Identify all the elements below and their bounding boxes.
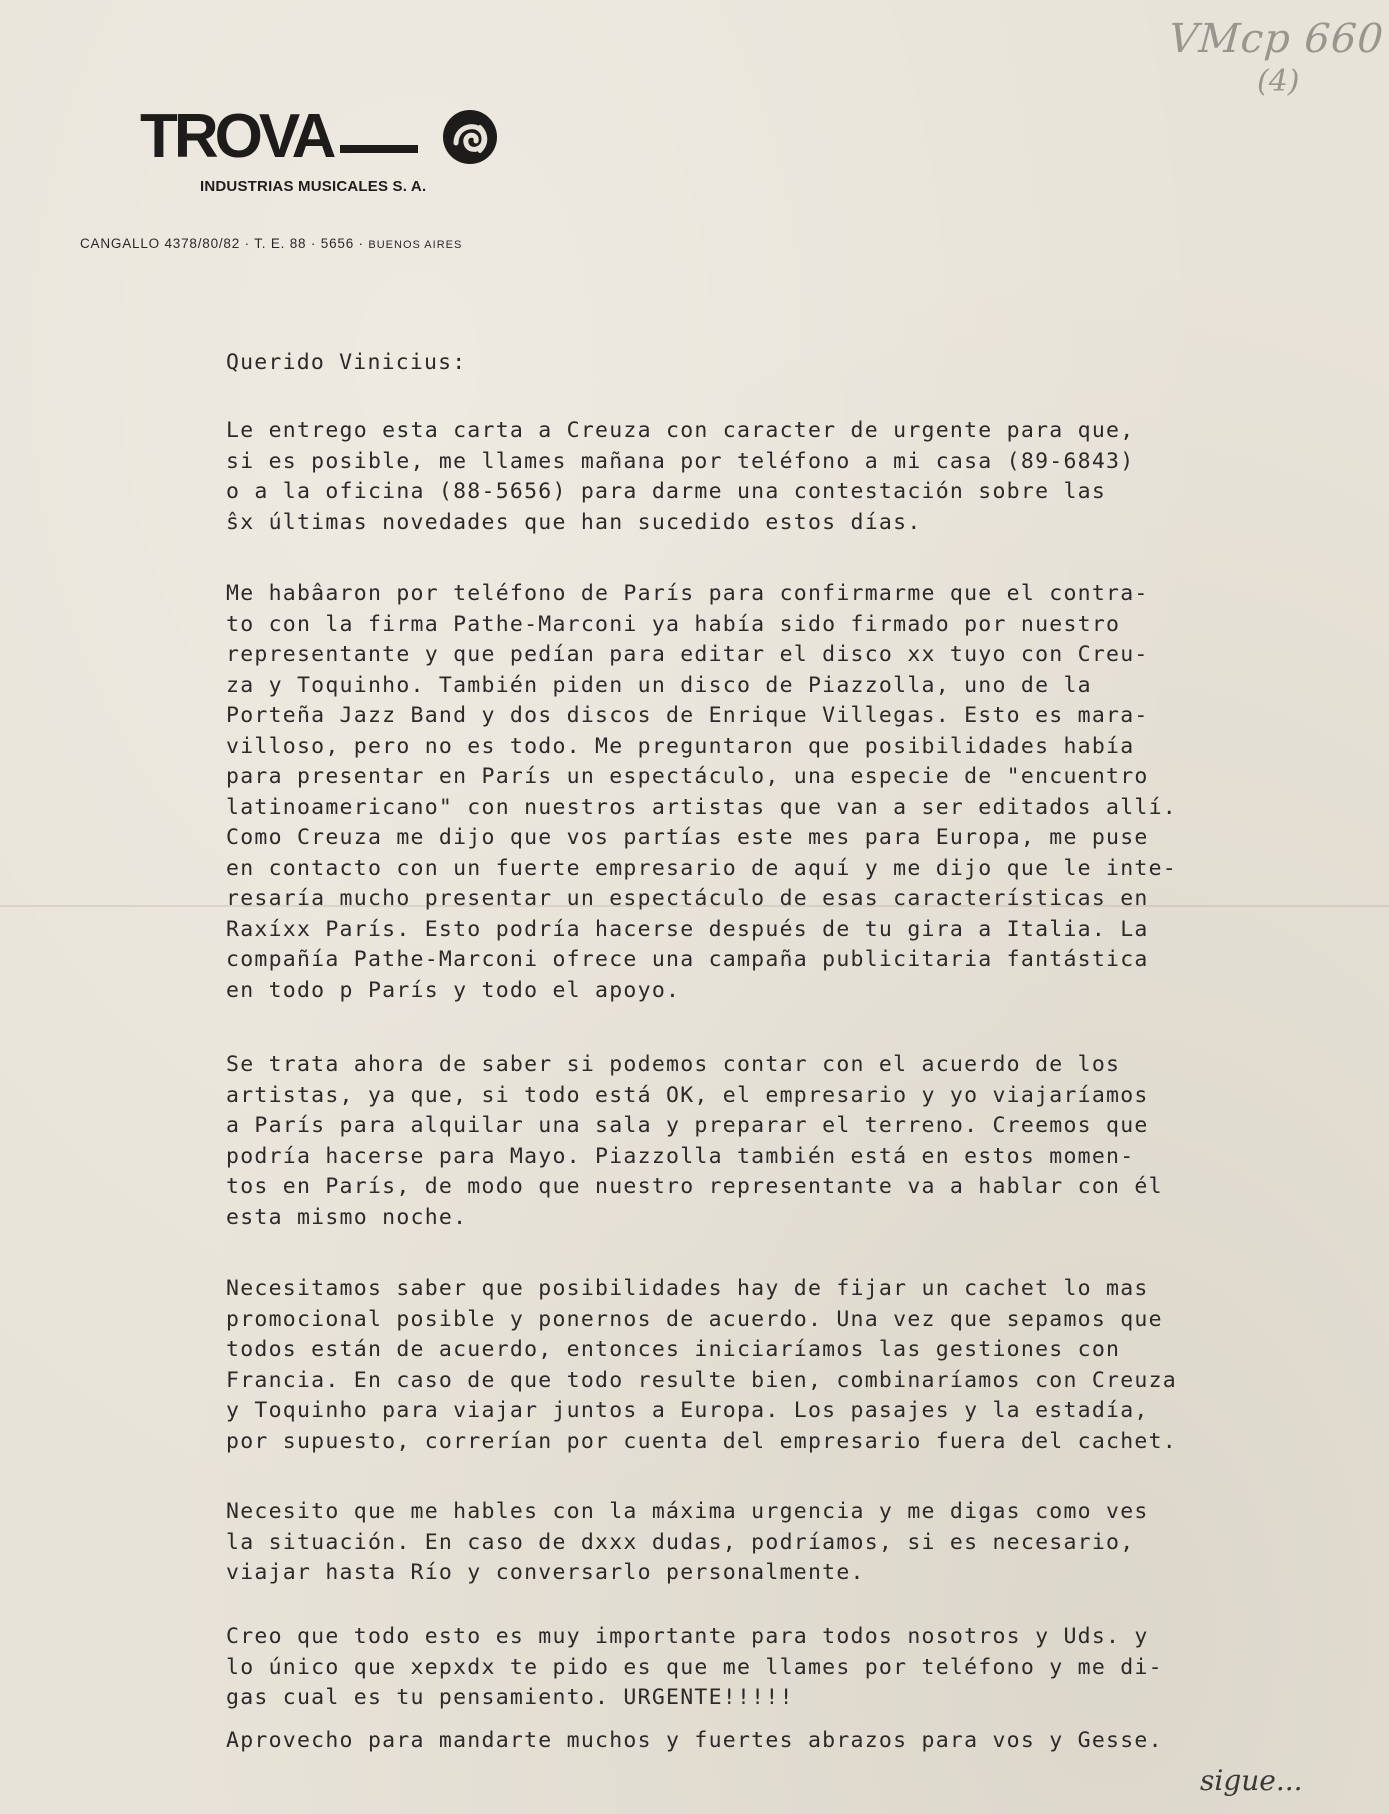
text-line: Aprovecho para mandarte muchos y fuertes abrazos para vos y Gesse. bbox=[226, 1728, 1163, 1753]
text-line: todos están de acuerdo, entonces iniciaríamos las gestiones con bbox=[226, 1337, 1121, 1362]
logo-wordmark: TROVA bbox=[140, 105, 333, 171]
paragraph-2 bbox=[226, 579, 1177, 1006]
text-line: artistas, ya que, si todo está OK, el empresario y yo viajaríamos bbox=[226, 1082, 1149, 1108]
text-line: Se trata ahora de saber si podemos contar con el acuerdo de los bbox=[226, 1052, 1121, 1077]
logo-underline-bar bbox=[340, 145, 418, 153]
address-street-phone: CANGALLO 4378/80/82 · T. E. 88 · 5656 · bbox=[80, 236, 364, 251]
text-line: representante y que pedían para editar el disco xx tuyo con Creu- bbox=[226, 642, 1149, 667]
paragraph-1 bbox=[226, 416, 1134, 538]
text-line: viajar hasta Río y conversarlo personalmente. bbox=[226, 1560, 865, 1585]
text-line: lo único que xepxdx te pido es que me llames por teléfono y me di- bbox=[226, 1654, 1163, 1680]
paragraph-4 bbox=[226, 1274, 1177, 1457]
text-line: resaría mucho presentar un espectáculo de esas características en bbox=[226, 886, 1149, 911]
text-line: esta mismo noche. bbox=[226, 1204, 468, 1230]
company-name: INDUSTRIAS MUSICALES S. A. bbox=[200, 178, 427, 195]
text-line: para presentar en París un espectáculo, una especie de "encuentro bbox=[226, 764, 1149, 789]
letter-greeting: Querido Vinicius: bbox=[226, 350, 467, 375]
text-line: la situación. En caso de dxxx dudas, podríamos, si es necesario, bbox=[226, 1529, 1135, 1555]
text-line: Le entrego esta carta a Creuza con caracter de urgente para que, bbox=[226, 418, 1135, 443]
paragraph-5 bbox=[226, 1497, 1149, 1589]
text-line: a París para alquilar una sala y preparar el terreno. Creemos que bbox=[226, 1113, 1149, 1138]
text-line: Necesito que me hables con la máxima urgencia y me digas como ves bbox=[226, 1499, 1149, 1524]
text-line: latinoamericano" con nuestros artistas que van a ser editados allí. bbox=[226, 794, 1178, 820]
text-line: en contacto con un fuerte empresario de aquí y me dijo que le inte- bbox=[226, 855, 1178, 881]
text-line: ŝx últimas novedades que han sucedido estos días. bbox=[226, 509, 922, 535]
text-line: Como Creuza me dijo que vos partías este mes para Europa, me puse bbox=[226, 825, 1149, 850]
continuation-note: sigue... bbox=[1200, 1764, 1303, 1797]
text-line: za y Toquinho. También piden un disco de Piazzolla, uno de la bbox=[226, 672, 1092, 698]
text-line: villoso, pero no es todo. Me preguntaron que posibilidades había bbox=[226, 733, 1135, 759]
text-line: y Toquinho para viajar juntos a Europa. Los pasajes y la estadía, bbox=[226, 1398, 1149, 1423]
text-line: Porteña Jazz Band y dos discos de Enrique Villegas. Esto es mara- bbox=[226, 703, 1149, 728]
text-line: si es posible, me llames mañana por teléfono a mi casa (89-6843) bbox=[226, 448, 1135, 474]
archive-item-number: (4) bbox=[1257, 64, 1300, 99]
text-line: Necesitamos saber que posibilidades hay de fijar un cachet lo mas bbox=[226, 1276, 1149, 1301]
logo-swirl-icon bbox=[443, 110, 497, 164]
text-line: Francia. En caso de que todo resulte bien, combinaríamos con Creuza bbox=[226, 1367, 1178, 1393]
text-line: compañía Pathe-Marconi ofrece una campaña publicitaria fantástica bbox=[226, 947, 1149, 972]
company-address bbox=[80, 236, 462, 251]
address-city: BUENOS AIRES bbox=[368, 239, 463, 251]
archive-code: VMcp 660 bbox=[1167, 16, 1386, 62]
text-line: tos en París, de modo que nuestro representante va a hablar con él bbox=[226, 1174, 1163, 1199]
text-line: to con la firma Pathe-Marconi ya había sido firmado por nuestro bbox=[226, 611, 1121, 637]
text-line: Raxíxx París. Esto podría hacerse después de tu gira a Italia. La bbox=[226, 916, 1149, 942]
paragraph-6 bbox=[226, 1622, 1163, 1714]
text-line: promocional posible y ponernos de acuerdo. Una vez que sepamos que bbox=[226, 1306, 1163, 1332]
text-line: Me habâaron por teléfono de París para confirmarme que el contra- bbox=[226, 581, 1149, 606]
paragraph-7 bbox=[226, 1726, 1163, 1757]
paragraph-3 bbox=[226, 1050, 1163, 1233]
text-line: en todo p París y todo el apoyo. bbox=[226, 977, 681, 1003]
text-line: o a la oficina (88-5656) para darme una contestación sobre las bbox=[226, 479, 1107, 504]
trova-logo-graphic bbox=[140, 105, 520, 175]
trova-logo bbox=[140, 105, 520, 175]
text-line: gas cual es tu pensamiento. URGENTE!!!!! bbox=[226, 1685, 794, 1710]
text-line: Creo que todo esto es muy importante para todos nosotros y Uds. y bbox=[226, 1624, 1149, 1649]
text-line: por supuesto, correrían por cuenta del empresario fuera del cachet. bbox=[226, 1428, 1178, 1454]
text-line: podría hacerse para Mayo. Piazzolla también está en estos momen- bbox=[226, 1143, 1135, 1169]
archive-reference-mark bbox=[1165, 12, 1386, 107]
